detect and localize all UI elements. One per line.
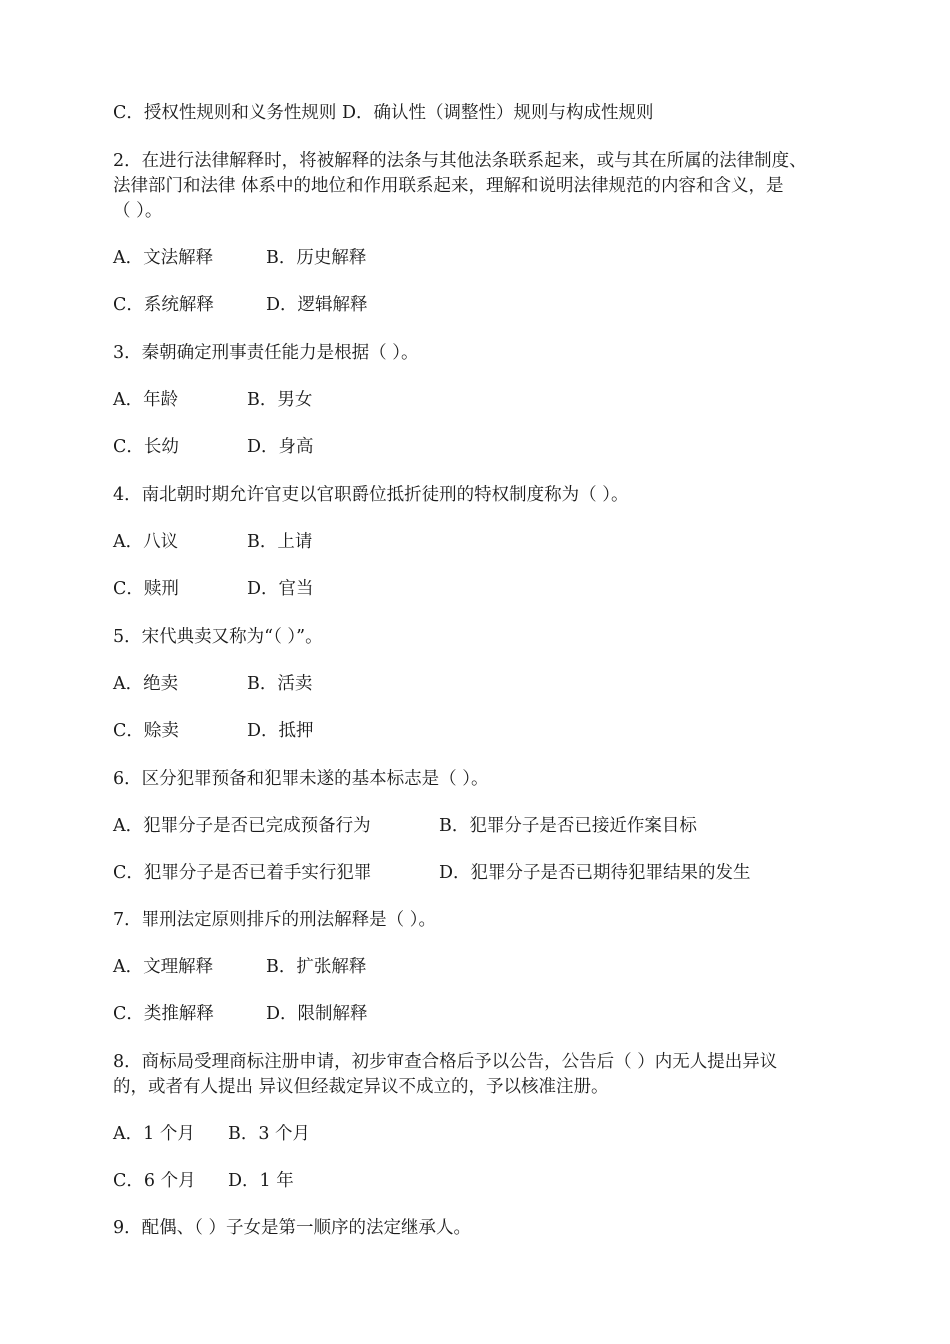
option-b: B．上请 <box>247 532 313 552</box>
option-d: D．犯罪分子是否已期待犯罪结果的发生 <box>439 863 751 883</box>
option-c: C．赎刑 <box>113 579 179 599</box>
question-8-line-2: 的，或者有人提出 异议但经裁定异议不成立的，予以核准注册。 <box>113 1077 609 1097</box>
option-a: A．文法解释 <box>113 248 214 268</box>
option-a: A．文理解释 <box>113 957 214 977</box>
option-d: D．官当 <box>247 579 314 599</box>
option-d: D．抵押 <box>247 721 314 741</box>
option-b: B．3 个月 <box>228 1124 311 1144</box>
option-d: D．1 年 <box>228 1171 294 1191</box>
option-c: C．赊卖 <box>113 721 179 741</box>
option-c: C．系统解释 <box>113 295 214 315</box>
option-c: C．6 个月 <box>113 1171 196 1191</box>
question-5: 5．宋代典卖又称为“（ ）”。 <box>113 627 323 647</box>
option-a: A．犯罪分子是否已完成预备行为 <box>113 816 371 836</box>
option-a: A．1 个月 <box>113 1124 195 1144</box>
option-d: D．身高 <box>247 437 314 457</box>
question-7: 7．罪刑法定原则排斥的刑法解释是（ ）。 <box>113 910 436 930</box>
option-a: A．年龄 <box>113 390 179 410</box>
option-d: D．限制解释 <box>266 1004 368 1024</box>
option-b: B．扩张解释 <box>266 957 367 977</box>
option-b: B．犯罪分子是否已接近作案目标 <box>439 816 697 836</box>
option-c: C．长幼 <box>113 437 179 457</box>
question-3: 3．秦朝确定刑事责任能力是根据（ ）。 <box>113 343 419 363</box>
question-6: 6．区分犯罪预备和犯罪未遂的基本标志是（ ）。 <box>113 769 489 789</box>
option-a: A．八议 <box>113 532 179 552</box>
option-c: C．犯罪分子是否已着手实行犯罪 <box>113 863 372 883</box>
option-line-c-d: C．授权性规则和义务性规则 D．确认性（调整性）规则与构成性规则 <box>113 103 654 123</box>
question-8-line-1: 8．商标局受理商标注册申请，初步审查合格后予以公告，公告后（ ）内无人提出异议 <box>113 1052 778 1072</box>
option-a: A．绝卖 <box>113 674 179 694</box>
question-9: 9．配偶、（ ）子女是第一顺序的法定继承人。 <box>113 1218 471 1238</box>
option-d: D．逻辑解释 <box>266 295 368 315</box>
question-2-line-2: 法律部门和法律 体系中的地位和作用联系起来，理解和说明法律规范的内容和含义，是 <box>113 176 784 196</box>
question-4: 4．南北朝时期允许官吏以官职爵位抵折徒刑的特权制度称为（ ）。 <box>113 485 629 505</box>
option-c: C．类推解释 <box>113 1004 214 1024</box>
option-b: B．历史解释 <box>266 248 367 268</box>
option-b: B．活卖 <box>247 674 313 694</box>
option-b: B．男女 <box>247 390 313 410</box>
question-2-line-3: （ ）。 <box>113 201 163 221</box>
question-2-line-1: 2．在进行法律解释时，将被解释的法条与其他法条联系起来，或与其在所属的法律制度、 <box>113 151 807 171</box>
